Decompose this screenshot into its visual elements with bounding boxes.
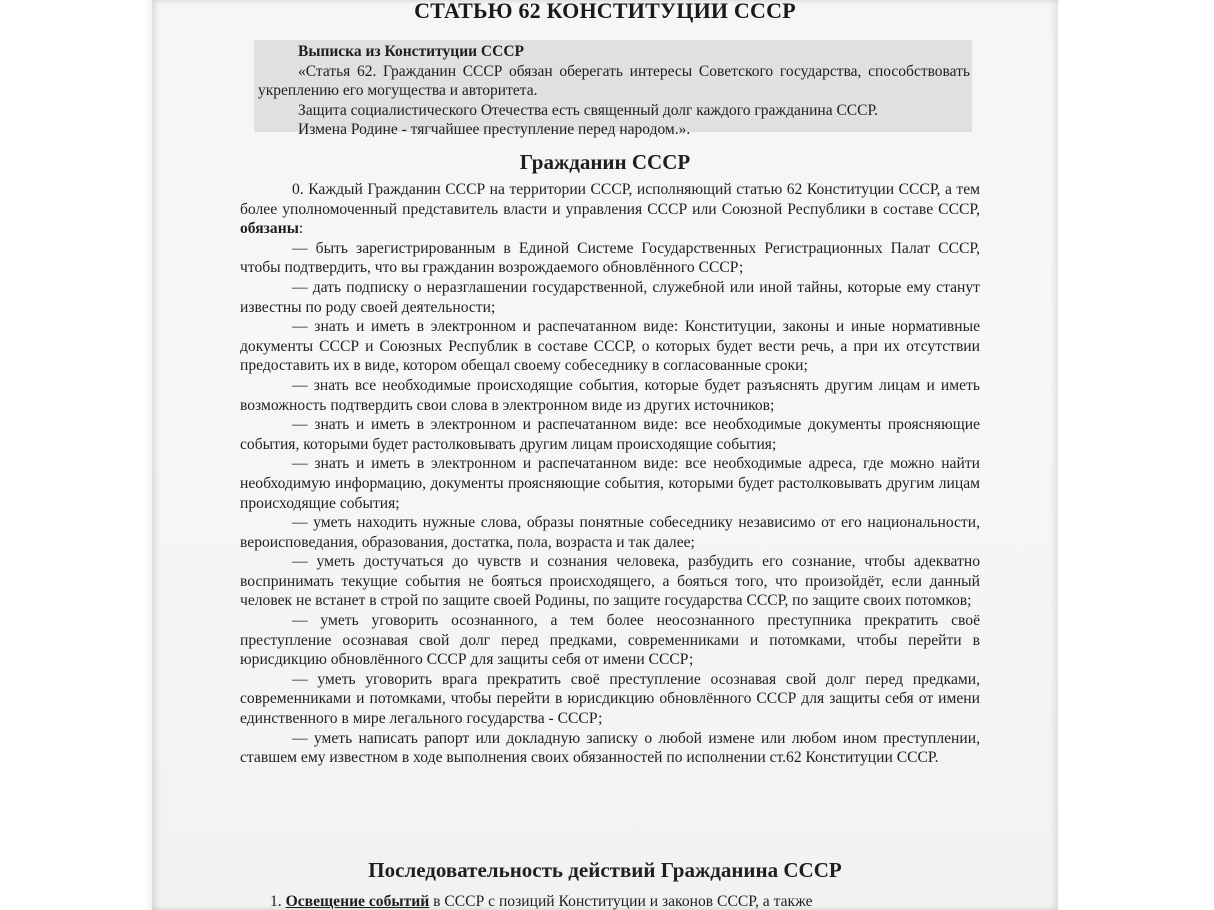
constitution-excerpt-box	[254, 40, 972, 138]
duty-item: — знать и иметь в электронном и распечатанном виде: все необходимые документы проясняющие события, которыми будет растолковывать другим лицам происходящие события;	[240, 416, 980, 453]
intro-paragraph	[240, 180, 980, 239]
duty-item: — уметь находить нужные слова, образы понятные собеседнику независимо от его национальности, вероисповедания, образования, достатка, пола, возраста и так далее;	[240, 514, 980, 551]
duty-item: — уметь уговорить врага прекратить своё преступление осознавая свой долг перед предками, современниками и потомками, чтобы перейти в юрисдикцию обновлённого СССР для защиты себя от имени единственного в мире легального государства - СССР;	[240, 670, 980, 728]
duty-item: — дать подписку о неразглашении государственной, служебной или иной тайны, которые ему станут известны по роду своей деятельности;	[240, 278, 980, 316]
desk-background-left	[0, 0, 152, 910]
duty-item: — знать и иметь в электронном и распечатанном виде: все необходимые адреса, где можно найти необходимую информацию, документы проясняющие события, которыми будет растолковывать другим лицам происходящие события;	[240, 455, 980, 512]
excerpt-line: Измена Родине - тягчайшее преступление перед народом.».	[298, 121, 691, 138]
item-bold-heading: Освещение событий	[285, 893, 430, 910]
paper-sheet	[152, 0, 1058, 910]
item-number: 1.	[270, 893, 282, 910]
intro-text: 0. Каждый Гражданин СССР на территории СССР, исполняющий статью 62 Конституции СССР, а тем более уполномоченный представитель власти и управления СССР или Союзной Республики в составе СССР,	[240, 181, 980, 218]
excerpt-line: «Статья 62. Гражданин СССР обязан оберегать интересы Советского государства, способствовать укреплению его могущества и авторитета.	[258, 62, 970, 99]
document-title: СТАТЬЮ 62 КОНСТИТУЦИИ СССР	[414, 0, 796, 23]
duty-item: — знать и иметь в электронном и распечатанном виде: Конституции, законы и иные нормативные документы СССР и Союзных Республик в составе СССР, о которых будет вести речь, а при их отсутствии предоставить их в виде, котором обещал своему собеседнику в согласованные сроки;	[240, 318, 980, 375]
numbered-item	[240, 892, 980, 910]
duty-item: — уметь уговорить осознанного, а тем более неосознанного преступника прекратить своё преступление осознавая свой долг перед предками, современниками и потомками, чтобы перейти в юрисдикцию обновлённого СССР для защиты себя от имени СССР;	[240, 612, 980, 669]
item-text: в СССР с позиций Конституции и законов СССР, а также	[433, 893, 813, 910]
excerpt-line: Защита социалистического Отечества есть священный долг каждого гражданина СССР.	[298, 101, 879, 119]
duty-item: — уметь достучаться до чувств и сознания человека, разбудить его сознание, чтобы адекватно воспринимать текущие события не бояться происходящего, а бояться того, что произойдёт, если данный человек не встанет в строй по защите своей Родины, по защите государства СССР, по защите своих потомков;	[240, 553, 980, 610]
duty-item: — знать все необходимые происходящие события, которые будет разъяснять другим лицам и иметь возможность подтвердить свои слова в электронном виде из других источников;	[240, 376, 980, 414]
excerpt-heading: Выписка из Конституции СССР	[298, 43, 524, 60]
duty-item: — быть зарегистрированным в Единой Системе Государственных Регистрационных Палат СССР, чтобы подтвердить, что вы гражданин возрождаемого обновлённого СССР;	[240, 239, 980, 277]
desk-background-right	[1058, 0, 1214, 910]
intro-bold-obliged: обязаны	[240, 220, 299, 238]
duty-item: — уметь написать рапорт или докладную записку о любой измене или любом ином преступлении, ставшем ему известном в ходе выполнения своих обязанностей по исполнении ст.62 Конституции СССР.	[240, 729, 980, 767]
section-title-citizen: Гражданин СССР	[519, 150, 691, 174]
intro-end: :	[298, 220, 304, 238]
section-title-sequence: Последовательность действий Гражданина СССР	[368, 858, 842, 882]
section-body	[240, 180, 980, 768]
